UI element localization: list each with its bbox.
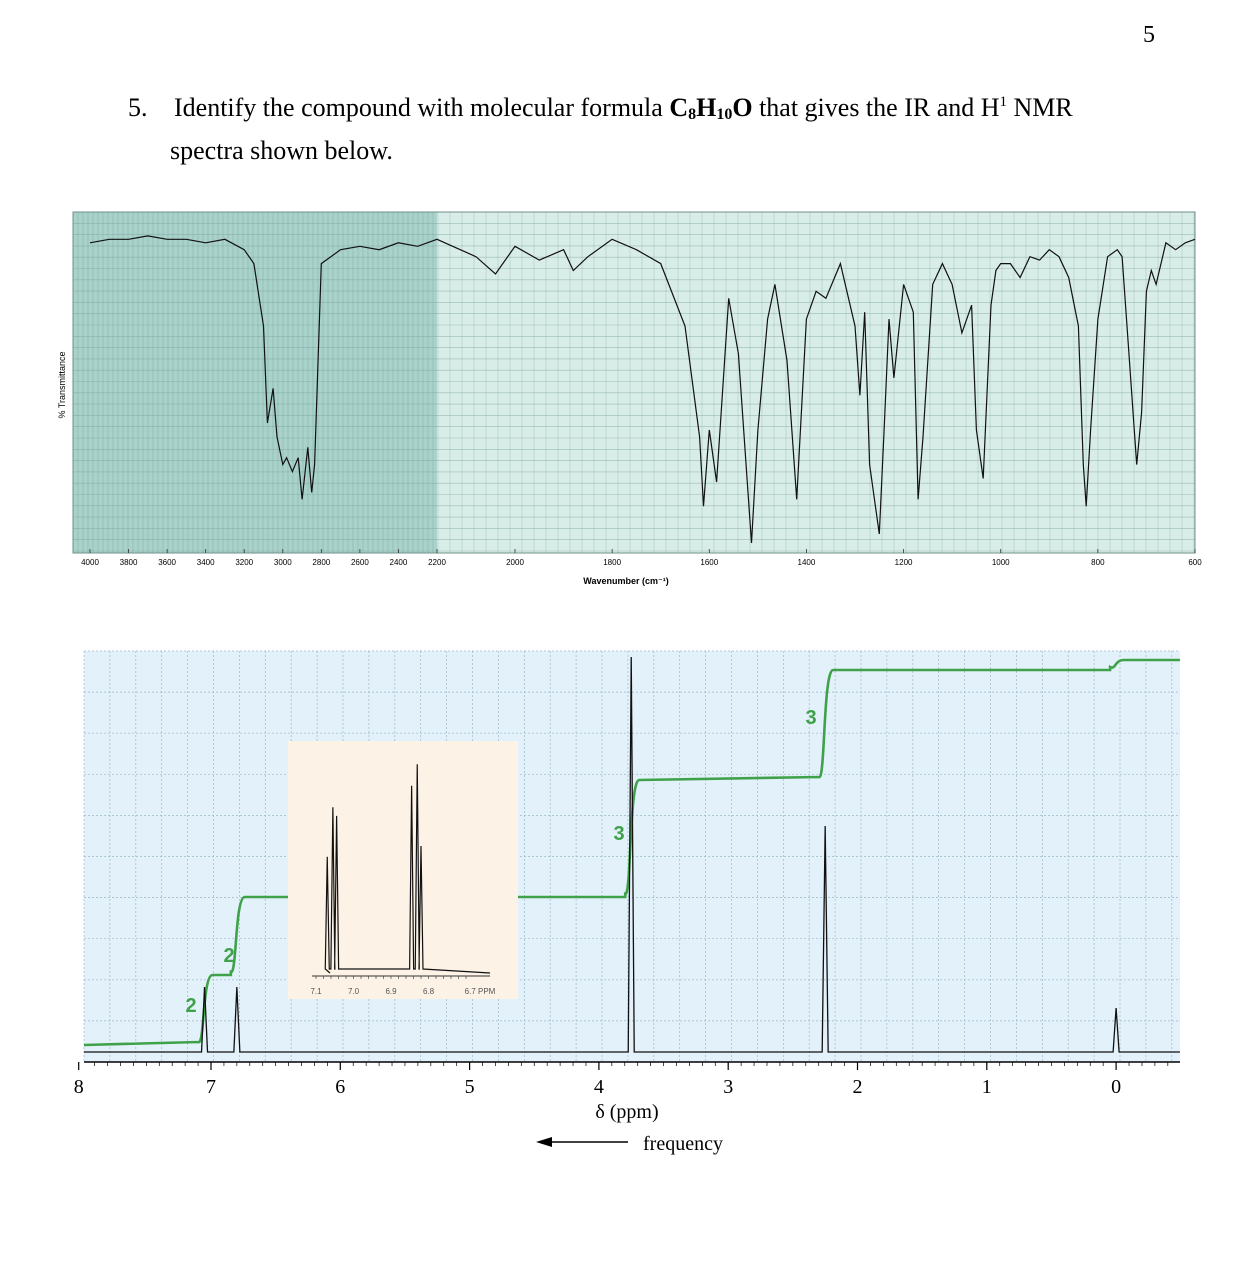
ir-tick-label: 1600 <box>700 558 719 567</box>
question-number: 5. <box>128 93 148 122</box>
integral-label: 2 <box>223 945 235 967</box>
ir-tick-label: 1000 <box>991 558 1010 567</box>
inset-tick-label: 6.9 <box>385 987 397 996</box>
ir-tick-label: 800 <box>1091 558 1105 567</box>
ir-y-axis-label: % Transmittance <box>57 351 67 419</box>
nmr-tick-label: 5 <box>464 1076 475 1098</box>
nmr-tick-label: 4 <box>593 1076 604 1098</box>
ir-tick-label: 2000 <box>506 558 524 567</box>
ir-tick-label: 3000 <box>273 558 292 567</box>
frequency-label: frequency <box>643 1133 723 1155</box>
page-number: 5 <box>1143 22 1155 48</box>
nmr-superscript: 1 <box>999 94 1008 110</box>
question-text-middle: that gives the IR and H <box>752 93 1000 122</box>
integral-label: 3 <box>613 823 625 845</box>
ir-tick-label: 2400 <box>389 558 408 567</box>
nmr-x-axis-label: δ (ppm) <box>595 1101 659 1123</box>
integral-label: 3 <box>805 707 817 729</box>
integral-label: 2 <box>185 995 197 1017</box>
ir-background-right <box>437 212 1195 553</box>
nmr-axis <box>74 1062 1180 1098</box>
ir-tick-label: 2600 <box>350 558 369 567</box>
question-text-after: NMR <box>1007 93 1073 122</box>
ir-tick-label: 1400 <box>797 558 816 567</box>
question-text-before: Identify the compound with molecular formula <box>174 93 670 122</box>
question-line-2: spectra shown below. <box>170 136 393 165</box>
inset-tick-label: 6.8 <box>422 987 435 996</box>
inset-background <box>288 741 518 999</box>
ir-tick-label: 1800 <box>603 558 622 567</box>
nmr-inset <box>288 741 518 999</box>
ir-tick-label: 3800 <box>119 558 138 567</box>
ir-tick-label: 2200 <box>428 558 446 567</box>
nmr-tick-label: 3 <box>723 1076 734 1098</box>
nmr-tick-label: 6 <box>335 1076 346 1098</box>
molecular-formula: $C_8H_{10}O$ <box>669 93 753 123</box>
ir-tick-label: 2800 <box>312 558 331 567</box>
nmr-tick-label: 0 <box>1111 1076 1122 1098</box>
frequency-arrow <box>536 1137 628 1147</box>
ir-tick-label: 3600 <box>158 558 177 567</box>
nmr-tick-label: 8 <box>73 1076 84 1098</box>
nmr-spectrum <box>74 651 1180 1155</box>
nmr-tick-label: 7 <box>206 1076 216 1098</box>
ir-spectrum <box>57 212 1202 586</box>
ir-tick-label: 4000 <box>81 558 99 567</box>
ir-tick-label: 1200 <box>894 558 913 567</box>
inset-tick-label: 6.7 PPM <box>464 987 496 996</box>
ir-tick-label: 600 <box>1188 558 1202 567</box>
ir-x-axis-label: Wavenumber (cm⁻¹) <box>583 576 669 586</box>
nmr-tick-label: 1 <box>981 1076 992 1098</box>
ir-tick-label: 3400 <box>196 558 215 567</box>
ir-tick-label: 3200 <box>235 558 254 567</box>
inset-tick-label: 7.0 <box>347 987 360 996</box>
inset-tick-label: 7.1 <box>310 987 322 996</box>
ir-background-left <box>73 212 437 553</box>
nmr-tick-label: 2 <box>852 1076 863 1098</box>
